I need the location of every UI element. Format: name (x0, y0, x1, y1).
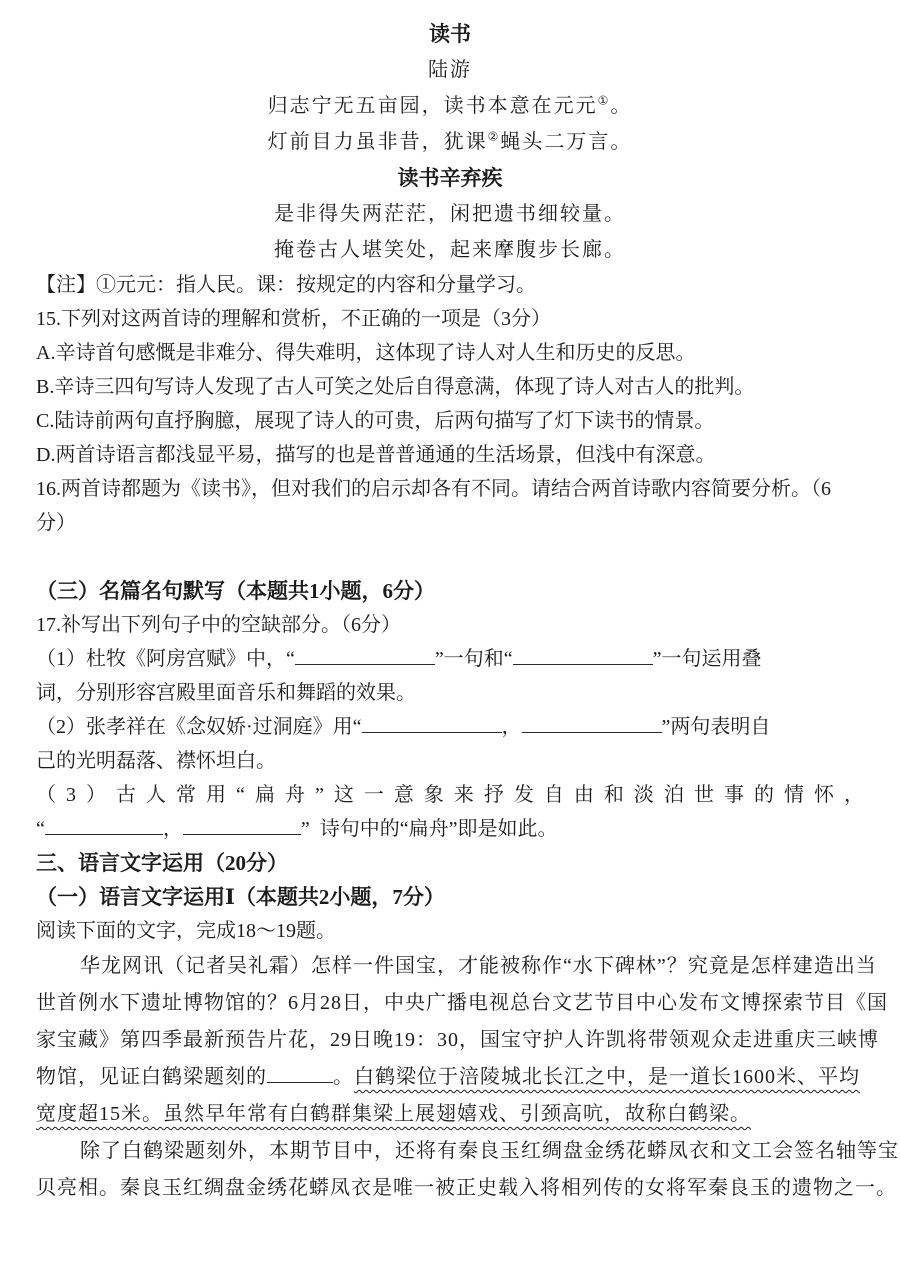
poem1-line1-tail: 。 (610, 95, 633, 117)
q17-item1-text-b: ”一句和“ (434, 648, 513, 670)
passage-p2-line2: 贝亮相。秦良玉红绸盘金绣花蟒凤衣是唯一被正史载入将相列传的女将军秦良玉的遗物之一。 (36, 1177, 897, 1199)
q17-item2-text-a: （2）张孝祥在《念奴娇·过洞庭》用“ (36, 716, 362, 738)
q17-item3-text-b: ， (162, 818, 183, 840)
blank-line (522, 713, 662, 733)
q17-item3-line1: （3）古人常用“扁舟”这一意象来抒发自由和淡泊世事的情怀， (36, 784, 864, 806)
q16-stem-line-2: 分） (36, 512, 76, 534)
poem1-line-1 (36, 88, 864, 124)
wavy-underlined-text: 白鹤梁位于涪陵城北长江之中，是一道长1600米、平均 (354, 1066, 860, 1088)
passage-p1-line4-text: 物馆，见证白鹤梁题刻的 (36, 1066, 267, 1088)
footnote-marker-2: ② (487, 129, 501, 144)
blank-line (513, 645, 653, 665)
passage-p2-line1: 除了白鹤梁题刻外，本期节目中，还将有秦良玉红绸盘金绣花蟒凤衣和文工会签名轴等宝 (80, 1140, 899, 1162)
blank-line (295, 645, 435, 665)
section-lang1-subheading: （一）语言文字运用Ⅰ（本题共2小题，7分） (36, 885, 445, 909)
q17-item2-line1 (36, 710, 864, 744)
footnote-marker-1: ① (597, 93, 611, 108)
passage-p1-line5 (36, 1096, 864, 1133)
blank-line (362, 713, 502, 733)
q15-option-b: B.辛诗三四句写诗人发现了古人可笑之处后自得意满，体现了诗人对古人的批判。 (36, 376, 755, 398)
poem1-line1-text: 归志宁无五亩园，读书本意在元元 (267, 95, 598, 117)
q17-item2-line2: 己的光明磊落、襟怀坦白。 (36, 750, 276, 772)
section3-heading: （三）名篇名句默写（本题共1小题，6分） (36, 579, 435, 603)
q15-option-d: D.两首诗语言都浅显平易，描写的也是普普通通的生活场景，但浅中有深意。 (36, 444, 716, 466)
blank-line (45, 815, 163, 835)
q15-option-a: A.辛诗首句感慨是非难分、得失难明，这体现了诗人对人生和历史的反思。 (36, 342, 696, 364)
poem1-line2-tail: 蝇头二万言。 (500, 131, 633, 153)
poem-footnote: 【注】①元元：指人民。课：按规定的内容和分量学习。 (36, 274, 536, 296)
passage-p1-line3: 家宝藏》第四季最新预告片花，29日晚19：30，国宝守护人许凯将带领观众走进重庆三峡博 (36, 1029, 879, 1051)
passage-p1-line4-period: 。 (333, 1066, 354, 1088)
poem1-line2-text: 灯前目力虽非昔，犹课 (267, 131, 488, 153)
q17-item2-text-c: ”两句表明自 (661, 716, 771, 738)
reading-instruction: 阅读下面的文字，完成18～19题。 (36, 920, 336, 942)
poem-block (36, 16, 864, 268)
q17-stem: 17.补写出下列句子中的空缺部分。（6分） (36, 614, 401, 636)
q17-item1-text-c: ”一句运用叠 (652, 648, 762, 670)
q17-item2-text-b: ， (501, 716, 522, 738)
wavy-underlined-text: 宽度超15米。虽然早年常有白鹤群集梁上展翅嬉戏、引颈高吭，故称白鹤梁。 (36, 1103, 751, 1125)
blank-line (267, 1063, 333, 1083)
q17-item1-text-a: （1）杜牧《阿房宫赋》中，“ (36, 648, 295, 670)
poem2-title: 读书辛弃疾 (397, 166, 503, 190)
q15-stem: 15.下列对这两首诗的理解和赏析，不正确的一项是（3分） (36, 308, 551, 330)
poem1-line-2 (36, 124, 864, 160)
blank-line (183, 815, 301, 835)
section-lang-heading: 三、语言文字运用（20分） (36, 851, 288, 875)
q17-item3-line2 (36, 812, 864, 846)
poem1-author: 陆游 (428, 59, 472, 81)
q15-option-c: C.陆诗前两句直抒胸臆，展现了诗人的可贵，后两句描写了灯下读书的情景。 (36, 410, 715, 432)
poem2-line-1: 是非得失两茫茫，闲把遗书细较量。 (274, 203, 626, 225)
q17-item3-text-c: ” (300, 818, 310, 840)
q17-item3-text-d: 诗句中的“扁舟”即是如此。 (319, 818, 558, 840)
q16-stem-line-1: 16.两首诗都题为《读书》，但对我们的启示却各有不同。请结合两首诗歌内容简要分析。（6 (36, 478, 831, 500)
passage-p1-line1: 华龙网讯（记者吴礼霜）怎样一件国宝，才能被称作“水下碑林”？究竟是怎样建造出当 (80, 955, 877, 977)
q17-item3-text-a: “ (36, 818, 45, 840)
passage-p1-line4 (36, 1059, 864, 1096)
passage-p1-line2: 世首例水下遗址博物馆的？6月28日，中央广播电视总台文艺节目中心发布文博探索节目《国 (36, 992, 888, 1014)
q17-item1-line1 (36, 642, 864, 676)
poem2-line-2: 掩卷古人堪笑处，起来摩腹步长廊。 (274, 239, 626, 261)
q17-item1-line2: 词，分别形容宫殿里面音乐和舞蹈的效果。 (36, 682, 416, 704)
poem1-title: 读书 (429, 22, 471, 46)
